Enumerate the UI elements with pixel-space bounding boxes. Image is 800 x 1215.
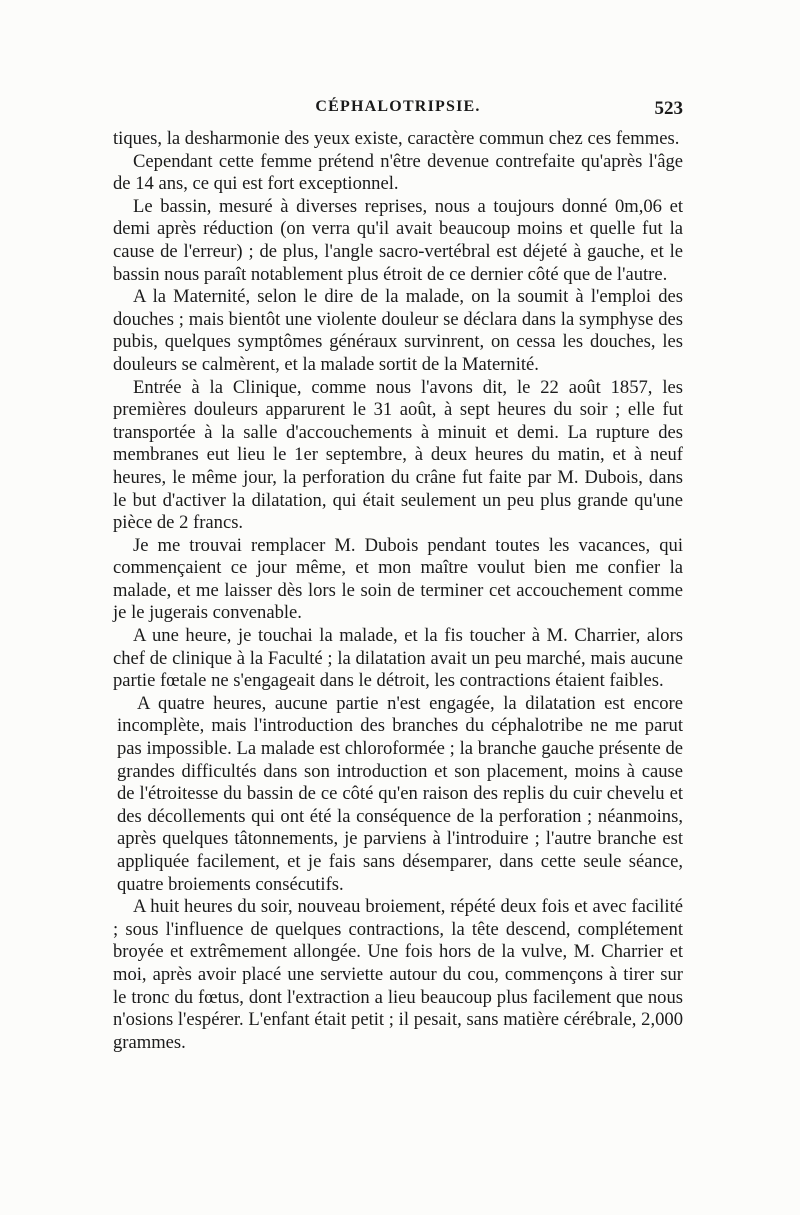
page-number: 523 [654, 98, 683, 119]
paragraph: A une heure, je touchai la malade, et la fis toucher à M. Charrier, alors chef de clinique à la Faculté ; la dilatation avait un peu marché, mais aucune partie fœtale ne s'engageait dans le détroit, les contractions étaient faibles. [113, 625, 683, 692]
paragraph: Cependant cette femme prétend n'être devenue contrefaite qu'après l'âge de 14 ans, ce qui est fort exceptionnel. [113, 150, 683, 195]
paragraph-continuation: tiques, la desharmonie des yeux existe, caractère commun chez ces femmes. [113, 128, 680, 149]
paragraph: Entrée à la Clinique, comme nous l'avons dit, le 22 août 1857, les premières douleurs apparurent le 31 août, à sept heures du soir ; elle fut transportée à la salle d'accouchements à minuit et demi. La rupture des membranes eut lieu le 1er septembre, à deux heures du matin, et à neuf heures, le même jour, la perforation du crâne fut faite par M. Dubois, dans le but d'activer la dilatation, qui était seulement un peu plus grande qu'une pièce de 2 francs. [113, 376, 683, 534]
paragraph: Je me trouvai remplacer M. Dubois pendant toutes les vacances, qui commençaient ce jour même, et mon maître voulut bien me confier la malade, et me laisser dès lors le soin de terminer cet accouchement comme je le jugerais convenable. [113, 534, 683, 624]
paragraph: A huit heures du soir, nouveau broiement, répété deux fois et avec facilité ; sous l'influence de quelques contractions, la tête descend, complétement broyée et extrêmement allongée. Une fois hors de la vulve, M. Charrier et moi, après avoir placé une serviette autour du cou, commençons à tirer sur le tronc du fœtus, dont l'extraction a lieu beaucoup plus facilement que nous n'osions l'espérer. L'enfant était petit ; il pesait, sans matière cérébrale, 2,000 grammes. [113, 896, 683, 1053]
paragraph: A la Maternité, selon le dire de la malade, on la soumit à l'emploi des douches ; mais bientôt une violente douleur se déclara dans la symphyse des pubis, quelques symptômes généraux survinrent, on cessa les douches, les douleurs se calmèrent, et la malade sortit de la Maternité. [113, 286, 683, 375]
paragraph: Le bassin, mesuré à diverses reprises, nous a toujours donné 0m,06 et demi après réduction (on verra qu'il avait beaucoup moins et quelle fut la cause de l'erreur) ; de plus, l'angle sacro-vertébral est déjeté à gauche, et le bassin nous paraît notablement plus étroit de ce dernier côté que de l'autre. [113, 195, 683, 285]
body-text [113, 128, 683, 1054]
running-title: CÉPHALOTRIPSIE. [315, 98, 481, 115]
page-header [113, 98, 683, 124]
paragraph: A quatre heures, aucune partie n'est engagée, la dilatation est encore incomplète, mais l'introduction des branches du céphalotribe ne me parut pas impossible. La malade est chloroformée ; la branche gauche présente de grandes difficultés dans son introduction et son placement, moins à cause de l'étroitesse du bassin de ce côté qu'en raison des replis du cuir chevelu et des décollements qui ont été la conséquence de la perforation ; néanmoins, après quelques tâtonnements, je parviens à l'introduire ; l'autre branche est appliquée facilement, et je fais sans désemparer, dans cette seule séance, quatre broiements consécutifs. [117, 692, 683, 895]
